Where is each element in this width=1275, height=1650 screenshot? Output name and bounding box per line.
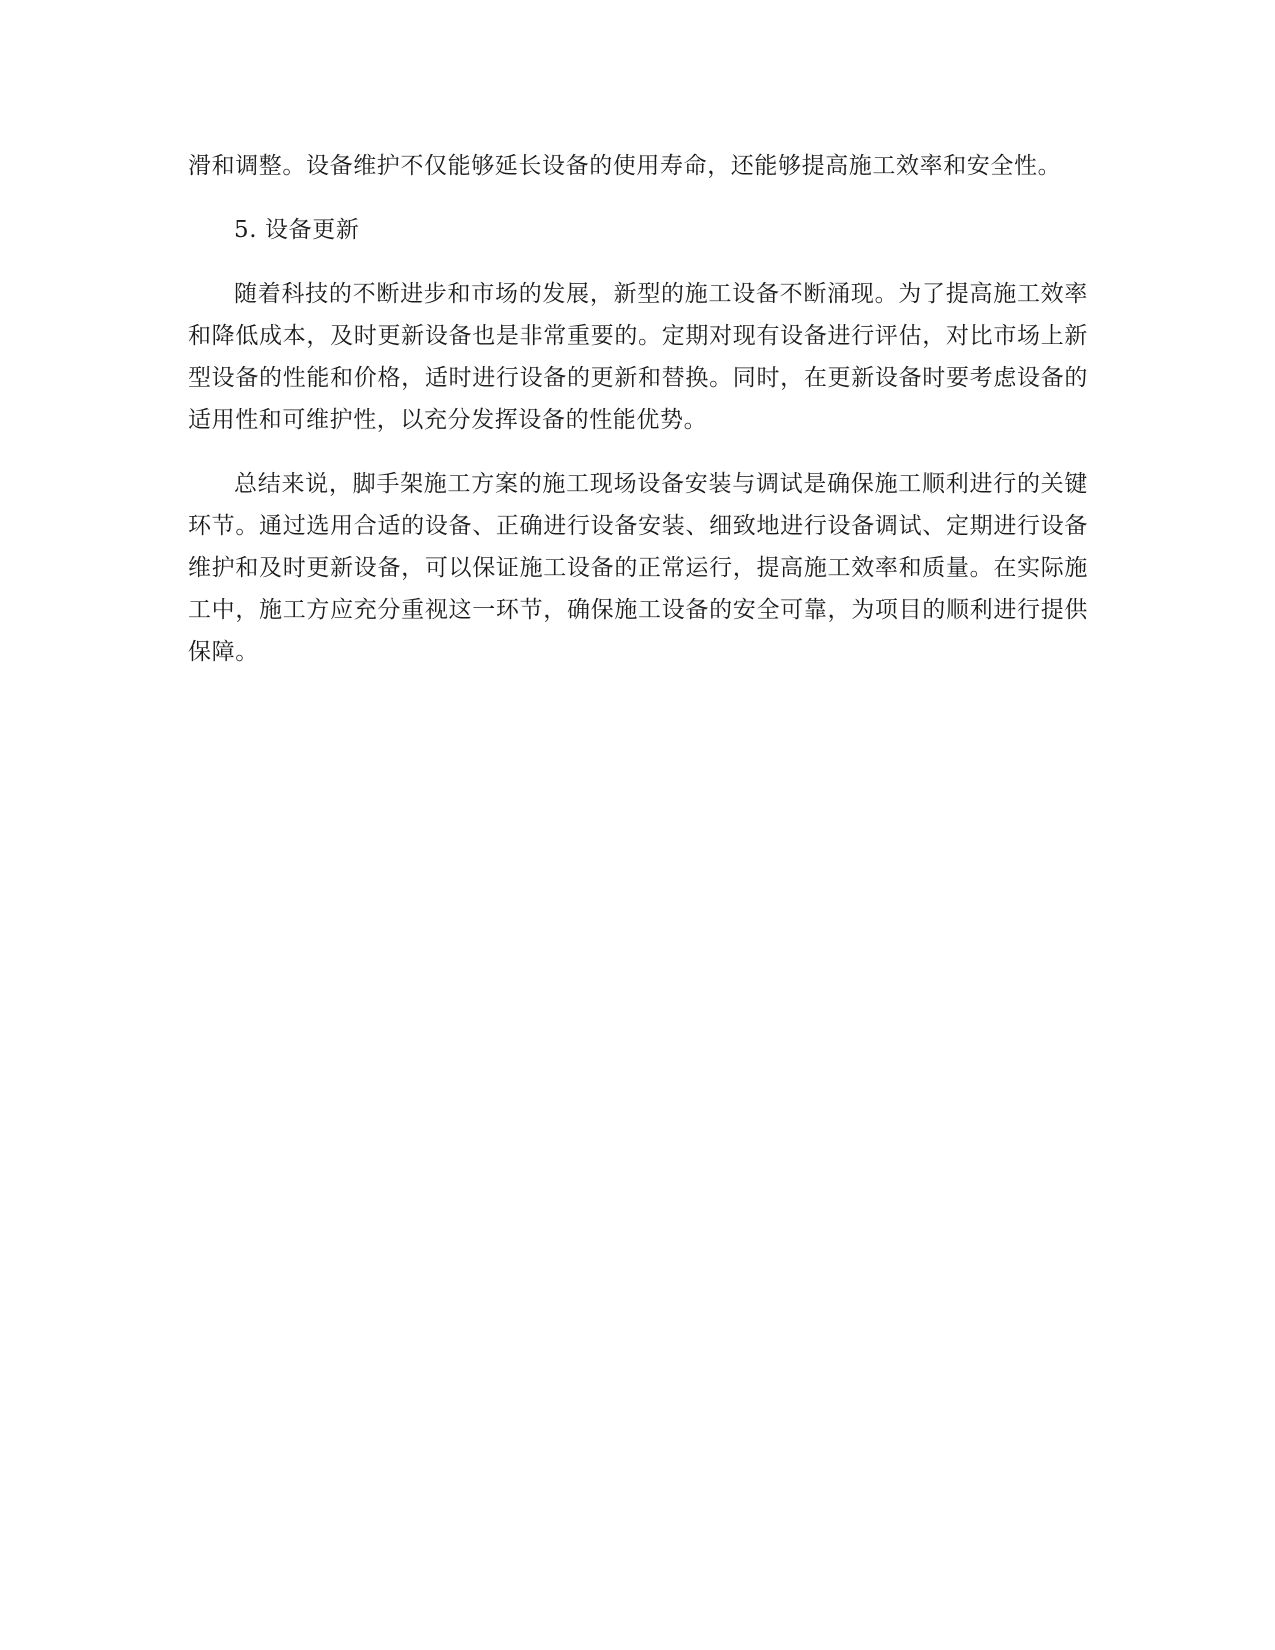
document-body: [188, 145, 1088, 695]
paragraph-maintenance-continuation: 滑和调整。设备维护不仅能够延长设备的使用寿命，还能够提高施工效率和安全性。: [188, 153, 1062, 179]
paragraph-summary: 总结来说，脚手架施工方案的施工现场设备安装与调试是确保施工顺利进行的关键环节。通过选用合适的设备、正确进行设备安装、细致地进行设备调试、定期进行设备维护和及时更新设备，可以保证施工设备的正常运行，提高施工效率和质量。在实际施工中，施工方应充分重视这一环节，确保施工设备的安全可靠，为项目的顺利进行提供保障。: [188, 471, 1088, 665]
section-heading-equipment-update: 5. 设备更新: [234, 217, 360, 243]
paragraph-equipment-update: 随着科技的不断进步和市场的发展，新型的施工设备不断涌现。为了提高施工效率和降低成本，及时更新设备也是非常重要的。定期对现有设备进行评估，对比市场上新型设备的性能和价格，适时进行设备的更新和替换。同时，在更新设备时要考虑设备的适用性和可维护性，以充分发挥设备的性能优势。: [188, 281, 1088, 433]
